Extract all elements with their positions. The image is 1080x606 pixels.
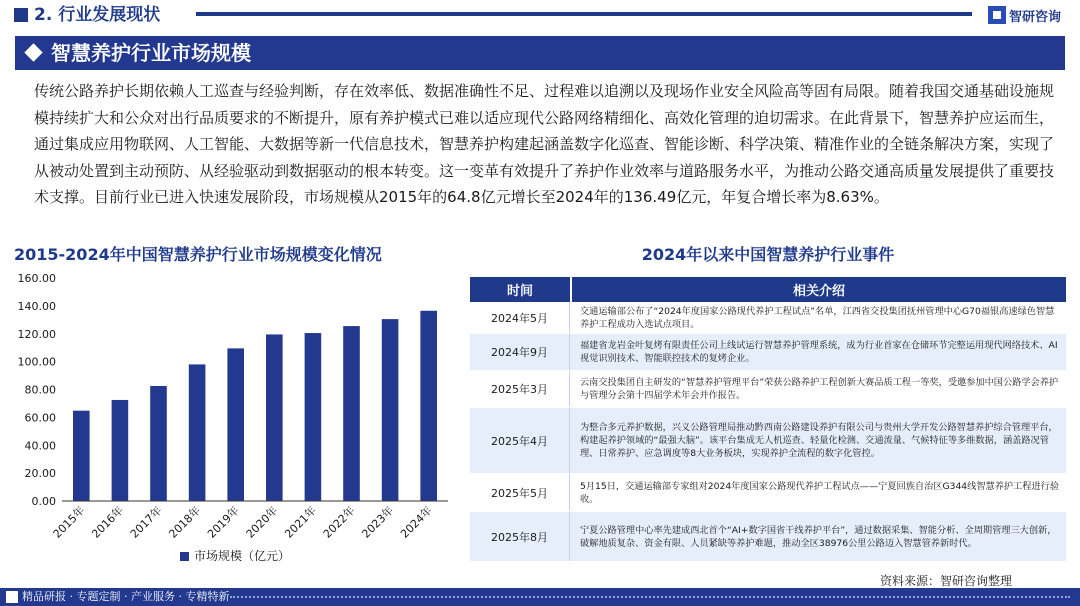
bar: [189, 364, 206, 501]
brand-logo: [988, 4, 1061, 26]
event-time: 2025年5月: [470, 474, 570, 511]
bars: [73, 311, 437, 501]
event-desc: 福建省龙岩金叶复烤有限责任公司上线试运行智慧养护管理系统，成为行业首家在仓储环节完整运用现代网络技术、AI视觉识别技术、智能联控技术的复烤企业。: [580, 340, 1058, 364]
x-tick-label: 2016年: [89, 503, 127, 541]
bar: [266, 334, 283, 501]
y-tick-label: 20.00: [24, 467, 56, 481]
table-row: [470, 408, 1066, 474]
event-desc: 云南交投集团自主研发的“智慧养护管理平台”荣获公路养护工程创新大赛品质工程一等奖，受邀参加中国公路学会养护与管理分会第十四届学术年会并作报告。: [580, 377, 1059, 401]
x-tick-label: 2024年: [398, 503, 435, 541]
events-title: 2024年以来中国智慧养护行业事件: [641, 245, 895, 264]
event-desc: 为整合多元养护数据，兴义公路管理局推动黔西南公路建设养护有限公司与贵州大学开发公路智慧养护综合管理平台，构建起养护领域的“最强大脑”。该平台集成无人机巡查、轻量化检测、交通流量、气候特征等多维数据，涵盖路况管理、日常养护、应急调度等8大业务板块，实现养护全流程的数字化管控。: [580, 422, 1058, 459]
event-time: 2025年3月: [470, 371, 570, 407]
bar: [112, 400, 129, 501]
brand-mark-icon: [988, 6, 1006, 24]
y-tick-label: 160.00: [17, 272, 56, 285]
brand-name: 智研咨询: [1009, 9, 1062, 25]
header-desc: 相关介绍: [570, 277, 1066, 302]
table-row: [470, 371, 1066, 408]
bar: [73, 411, 90, 501]
table-row: [470, 512, 1066, 562]
footer-dotted-line: [230, 596, 1070, 598]
x-tick-label: 2018年: [166, 503, 204, 541]
event-time: 2024年9月: [470, 334, 570, 370]
source-note: 资料来源：智研咨询整理: [880, 574, 1013, 588]
events-table: [470, 277, 1066, 562]
event-time: 2024年5月: [470, 302, 570, 333]
top-header: [0, 0, 1080, 30]
header-divider: [196, 12, 972, 16]
bar: [420, 311, 437, 501]
x-tick-label: 2021年: [282, 503, 320, 541]
event-desc: 宁夏公路管理中心率先建成西北首个“AI+数字国省干线养护平台”，通过数据采集、智能分析、全周期管理三大创新，破解地质复杂、资金有限、人员紧缺等养护难题，推动全区38976公里公路迈入智慧管养新时代。: [580, 524, 1057, 549]
intro-paragraph: 传统公路养护长期依赖人工巡查与经验判断，存在效率低、数据准确性不足、过程难以追溯以及现场作业安全风险高等固有局限。随着我国交通基础设施规模持续扩大和公众对出行品质要求的不断提升，原有养护模式已难以适应现代公路网络精细化、高效化管理的迫切需求。在此背景下，智慧养护应运而生，通过集成应用物联网、人工智能、大数据等新一代信息技术，智慧养护构建起涵盖数字化巡查、智能诊断、科学决策、精准作业的全链条解决方案，实现了从被动处置到主动预防、从经验驱动到数据驱动的根本转变。这一变革有效提升了养护作业效率与道路服务水平，为推动公路交通高质量发展提供了重要技术支撑。目前行业已进入快速发展阶段，市场规模从2015年的64.8亿元增长至2024年的136.49亿元，年复合增长率为8.63%。: [34, 82, 1055, 206]
section-title: 2. 行业发展现状: [34, 5, 161, 25]
x-tick-label: 2017年: [127, 503, 165, 541]
x-tick-label: 2015年: [50, 503, 88, 541]
event-time: 2025年4月: [470, 408, 570, 473]
bar: [343, 326, 360, 501]
y-tick-label: 100.00: [17, 355, 56, 369]
bar-chart: [0, 266, 460, 580]
event-desc: 交通运输部公布了“2024年度国家公路现代养护工程试点”名单，江西省交投集团抚州管理中心G70福银高速绿色智慧养护工程成功入选试点项目。: [580, 305, 1055, 330]
y-tick-label: 0.00: [31, 495, 56, 508]
legend-swatch: [180, 552, 189, 561]
chart-legend: [180, 548, 290, 563]
event-time: 2025年8月: [470, 512, 570, 561]
y-axis: [18, 272, 57, 508]
bar: [227, 348, 244, 501]
chart-title: 2015-2024年中国智慧养护行业市场规模变化情况: [14, 245, 382, 264]
x-tick-label: 2019年: [205, 503, 242, 541]
diamond-icon: [24, 43, 42, 61]
y-tick-label: 80.00: [24, 383, 56, 397]
events-table-header: [470, 277, 1066, 302]
y-tick-label: 120.00: [17, 327, 56, 341]
x-tick-label: 2023年: [359, 503, 397, 541]
x-tick-label: 2020年: [243, 503, 281, 541]
table-row: [470, 334, 1066, 371]
title-banner: [15, 36, 1065, 70]
header-time: 时间: [506, 284, 533, 299]
table-row: [470, 302, 1066, 334]
bar: [150, 386, 167, 501]
bar: [382, 319, 399, 501]
legend-label: 市场规模（亿元）: [194, 549, 291, 563]
y-tick-label: 140.00: [17, 299, 56, 313]
banner-title: 智慧养护行业市场规模: [51, 41, 251, 65]
event-desc: 5月15日，交通运输部专家组对2024年度国家公路现代养护工程试点——宁夏回族自治区G344线智慧养护工程进行验收。: [580, 480, 1060, 505]
footer-bar: [0, 588, 1080, 606]
section-square-icon: [14, 8, 28, 22]
y-tick-label: 40.00: [24, 439, 56, 453]
footer-logo-icon: [6, 591, 18, 603]
footer-text: 精品研报 · 专题定制 · 产业服务 · 专精特新: [22, 590, 230, 603]
x-axis: [50, 501, 448, 541]
bar: [305, 333, 322, 501]
x-tick-label: 2022年: [320, 503, 358, 541]
y-tick-label: 60.00: [24, 411, 56, 425]
table-row: [470, 474, 1066, 512]
